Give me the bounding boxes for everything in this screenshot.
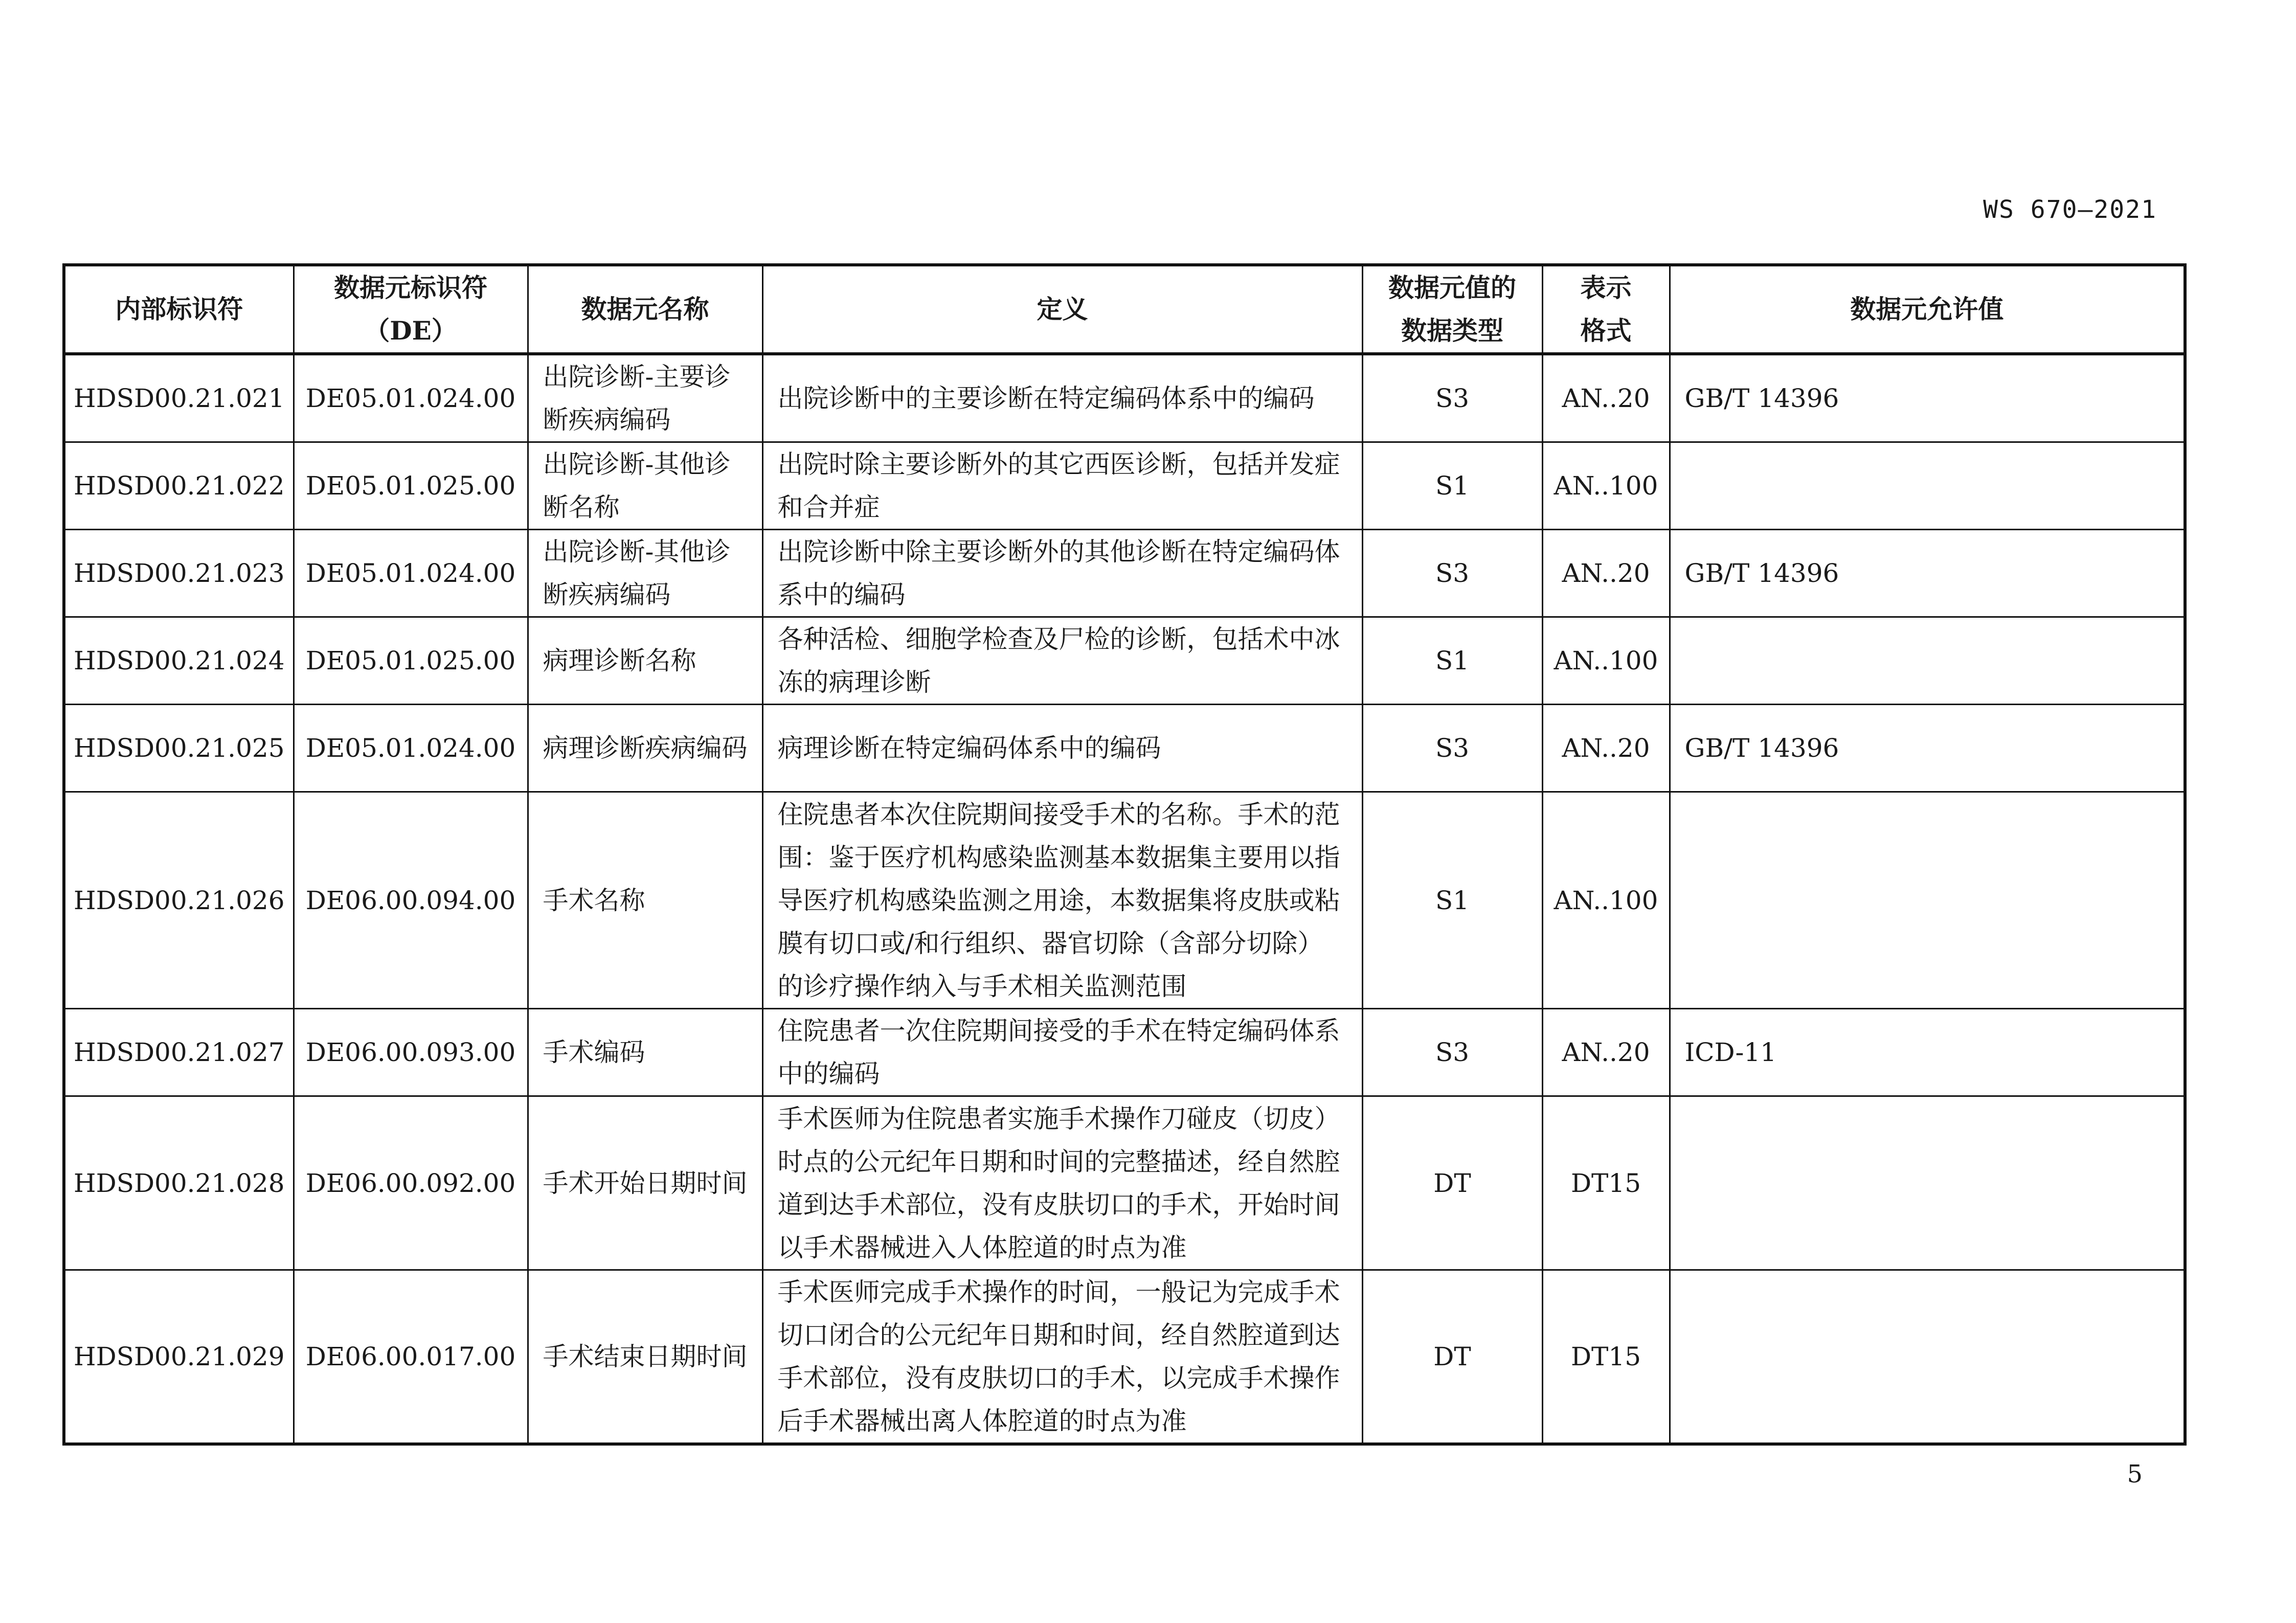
cell-allowed-values: GB/T 14396 (1670, 705, 2185, 792)
header-internal-id: 内部标识符 (64, 265, 294, 354)
cell-allowed-values (1670, 1270, 2185, 1445)
cell-data-type: S1 (1362, 442, 1542, 530)
cell-name: 手术编码 (528, 1009, 762, 1096)
data-element-table (62, 263, 2187, 1446)
header-de-id: 数据元标识符 （DE） (294, 265, 528, 354)
cell-internal-id: HDSD00.21.028 (64, 1096, 294, 1270)
cell-format: AN..20 (1542, 530, 1670, 617)
table-row (64, 1096, 2185, 1270)
cell-format: DT15 (1542, 1270, 1670, 1445)
cell-definition: 住院患者本次住院期间接受手术的名称。手术的范围：鉴于医疗机构感染监测基本数据集主要用以指导医疗机构感染监测之用途，本数据集将皮肤或粘膜有切口或/和行组织、器官切除（含部分切除） 的诊疗操作纳入与手术相关监测范围 (762, 792, 1362, 1009)
cell-name: 出院诊断-其他诊断疾病编码 (528, 530, 762, 617)
header-format: 表示 格式 (1542, 265, 1670, 354)
table-row (64, 617, 2185, 705)
cell-format: AN..100 (1542, 792, 1670, 1009)
cell-de-id: DE05.01.024.00 (294, 705, 528, 792)
cell-name: 出院诊断-其他诊断名称 (528, 442, 762, 530)
cell-de-id: DE06.00.093.00 (294, 1009, 528, 1096)
cell-allowed-values: GB/T 14396 (1670, 530, 2185, 617)
standard-code: WS 670—2021 (1983, 195, 2157, 224)
cell-internal-id: HDSD00.21.025 (64, 705, 294, 792)
table-row (64, 1270, 2185, 1445)
cell-name: 手术名称 (528, 792, 762, 1009)
cell-name: 手术结束日期时间 (528, 1270, 762, 1445)
cell-definition: 出院诊断中除主要诊断外的其他诊断在特定编码体系中的编码 (762, 530, 1362, 617)
cell-allowed-values (1670, 617, 2185, 705)
cell-definition: 出院时除主要诊断外的其它西医诊断，包括并发症和合并症 (762, 442, 1362, 530)
cell-format: AN..20 (1542, 705, 1670, 792)
cell-de-id: DE05.01.025.00 (294, 442, 528, 530)
cell-data-type: S3 (1362, 530, 1542, 617)
table-row (64, 354, 2185, 442)
cell-format: AN..20 (1542, 1009, 1670, 1096)
table-row (64, 792, 2185, 1009)
table-header-row (64, 265, 2185, 354)
table-row (64, 442, 2185, 530)
cell-format: DT15 (1542, 1096, 1670, 1270)
cell-allowed-values (1670, 1096, 2185, 1270)
cell-definition: 出院诊断中的主要诊断在特定编码体系中的编码 (762, 354, 1362, 442)
cell-de-id: DE06.00.094.00 (294, 792, 528, 1009)
cell-definition: 病理诊断在特定编码体系中的编码 (762, 705, 1362, 792)
cell-data-type: S3 (1362, 705, 1542, 792)
header-name: 数据元名称 (528, 265, 762, 354)
cell-format: AN..20 (1542, 354, 1670, 442)
page-number: 5 (2127, 1460, 2143, 1489)
cell-de-id: DE05.01.024.00 (294, 530, 528, 617)
table-row (64, 1009, 2185, 1096)
cell-data-type: S1 (1362, 792, 1542, 1009)
cell-allowed-values: ICD-11 (1670, 1009, 2185, 1096)
cell-internal-id: HDSD00.21.027 (64, 1009, 294, 1096)
cell-internal-id: HDSD00.21.029 (64, 1270, 294, 1445)
cell-de-id: DE05.01.025.00 (294, 617, 528, 705)
cell-definition: 手术医师完成手术操作的时间，一般记为完成手术切口闭合的公元纪年日期和时间，经自然腔道到达手术部位，没有皮肤切口的手术，以完成手术操作后手术器械出离人体腔道的时点为准 (762, 1270, 1362, 1445)
cell-name: 手术开始日期时间 (528, 1096, 762, 1270)
cell-name: 出院诊断-主要诊断疾病编码 (528, 354, 762, 442)
cell-data-type: DT (1362, 1270, 1542, 1445)
cell-allowed-values (1670, 792, 2185, 1009)
cell-definition: 各种活检、细胞学检查及尸检的诊断，包括术中冰冻的病理诊断 (762, 617, 1362, 705)
table-row (64, 530, 2185, 617)
header-definition: 定义 (762, 265, 1362, 354)
cell-internal-id: HDSD00.21.022 (64, 442, 294, 530)
table-row (64, 705, 2185, 792)
cell-data-type: S3 (1362, 1009, 1542, 1096)
cell-internal-id: HDSD00.21.021 (64, 354, 294, 442)
cell-allowed-values: GB/T 14396 (1670, 354, 2185, 442)
cell-de-id: DE06.00.017.00 (294, 1270, 528, 1445)
cell-data-type: DT (1362, 1096, 1542, 1270)
cell-internal-id: HDSD00.21.023 (64, 530, 294, 617)
cell-internal-id: HDSD00.21.024 (64, 617, 294, 705)
cell-data-type: S3 (1362, 354, 1542, 442)
cell-format: AN..100 (1542, 617, 1670, 705)
cell-definition: 手术医师为住院患者实施手术操作刀碰皮（切皮）时点的公元纪年日期和时间的完整描述，经自然腔道到达手术部位，没有皮肤切口的手术，开始时间以手术器械进入人体腔道的时点为准 (762, 1096, 1362, 1270)
header-allowed-values: 数据元允许值 (1670, 265, 2185, 354)
cell-name: 病理诊断名称 (528, 617, 762, 705)
header-data-type: 数据元值的 数据类型 (1362, 265, 1542, 354)
cell-name: 病理诊断疾病编码 (528, 705, 762, 792)
cell-de-id: DE06.00.092.00 (294, 1096, 528, 1270)
cell-de-id: DE05.01.024.00 (294, 354, 528, 442)
cell-internal-id: HDSD00.21.026 (64, 792, 294, 1009)
cell-allowed-values (1670, 442, 2185, 530)
cell-data-type: S1 (1362, 617, 1542, 705)
cell-format: AN..100 (1542, 442, 1670, 530)
cell-definition: 住院患者一次住院期间接受的手术在特定编码体系中的编码 (762, 1009, 1362, 1096)
